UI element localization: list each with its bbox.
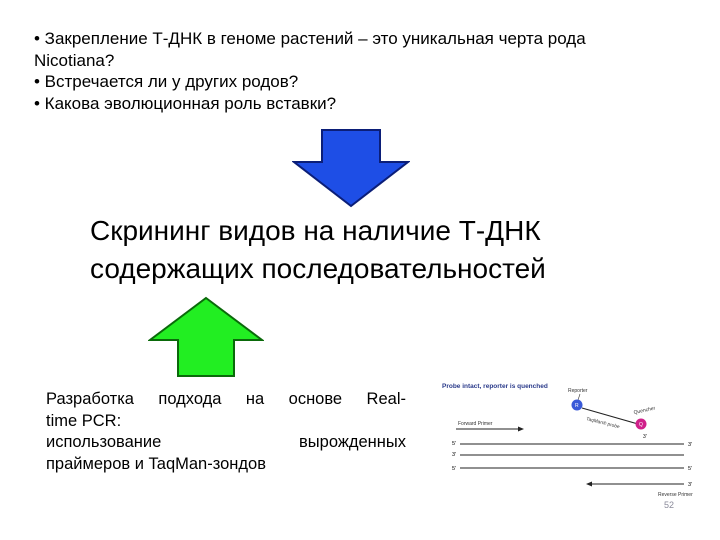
strand-5-prime-left: 5': [452, 441, 457, 447]
bullet-line: • Какова эволюционная роль вставки?: [34, 93, 337, 113]
diagram-title: Probe intact, reporter is quenched: [442, 383, 548, 390]
method-line-1: Разработка подхода на основе Real-: [46, 390, 406, 408]
strand-3-prime-left: 3': [452, 452, 457, 458]
method-line-2: time PCR:: [46, 411, 122, 430]
reporter-symbol: R: [575, 403, 579, 409]
reporter-label: Reporter: [568, 388, 588, 394]
reporter-pointer: [578, 394, 580, 400]
forward-primer-label: Forward Primer: [458, 421, 493, 427]
strand-3-prime-bottom: 3': [688, 482, 693, 488]
bullet-line: Nicotiana?: [34, 50, 115, 70]
up-arrow-icon: [148, 296, 264, 378]
strand-3-prime-right: 3': [688, 442, 693, 448]
quencher-label: Quencher: [633, 405, 656, 416]
method-description: [46, 389, 406, 475]
forward-primer-arrowhead: [518, 427, 524, 432]
bullet-line: • Закрепление Т-ДНК в геноме растений – это уникальная черта рода: [34, 29, 586, 48]
method-line-4: праймеров и TaqMan-зондов: [46, 454, 266, 473]
probe-label: TaqMan® probe: [585, 417, 620, 431]
headline: [90, 212, 670, 288]
strand-5-prime-right: 5': [688, 466, 693, 472]
method-line-3: использование вырожденных: [46, 433, 406, 451]
strand-5-prime-lower: 5': [452, 466, 457, 472]
taqman-probe-diagram: [440, 380, 708, 522]
reverse-primer-arrowhead: [586, 482, 592, 487]
probe-3-prime: 3': [643, 434, 647, 440]
question-list: [34, 28, 704, 114]
quencher-symbol: Q: [639, 422, 643, 428]
bullet-line: • Встречается ли у других родов?: [34, 72, 299, 91]
headline-line-1: Скрининг видов на наличие Т-ДНК: [90, 215, 541, 246]
headline-line-2: содержащих последовательностей: [90, 253, 546, 284]
down-arrow-icon: [292, 128, 410, 208]
reverse-primer-label: Reverse Primer: [658, 492, 693, 498]
page-number: 52: [664, 500, 675, 510]
